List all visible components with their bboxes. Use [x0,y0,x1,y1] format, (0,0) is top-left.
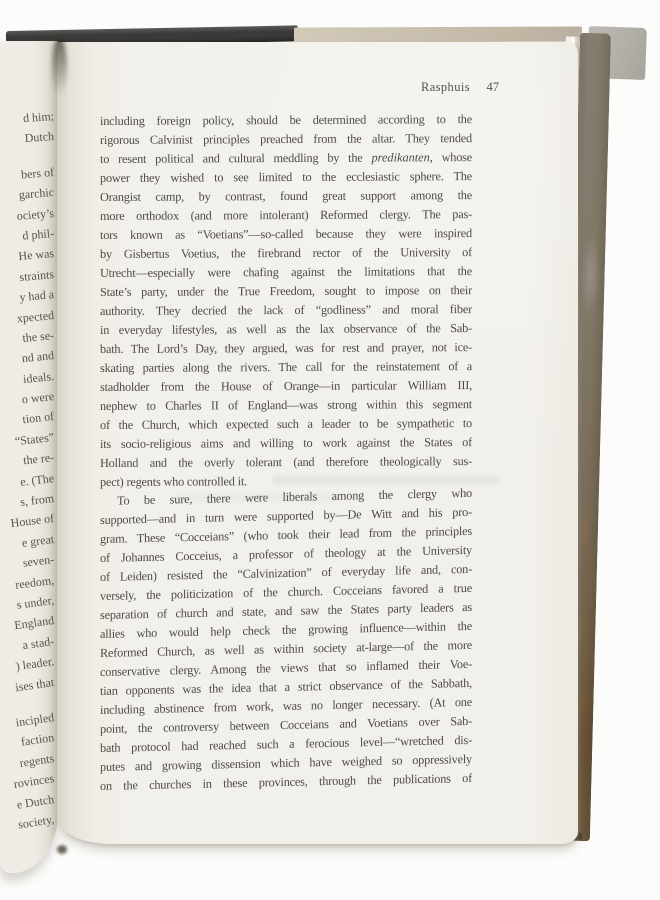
text-line: Orangist camp, by contrast, found great support among the [100,188,472,204]
left-page-text-fragment: incipled [14,710,55,730]
page-number: 47 [486,80,499,94]
text-line: skating parties along the rivers. The call for the reinstatement of a [100,359,472,375]
left-page-text-fragment: y had a [18,287,55,305]
left-page-text-fragment: ideals. [22,368,55,386]
text-line: by Gisbertus Voetius, the firebrand rector of the University of [100,245,472,261]
text-line: To be sure, there were liberals among the clergy who [117,485,472,508]
left-page-text-fragment: s, from [19,491,55,509]
text-line: allies who would help check the growing influence—within the [100,618,472,641]
left-page-text-fragment: reedom, [14,572,55,592]
text-line: power they wished to see limited to the ecclesiastic sphere. The [100,169,472,185]
left-page-text-fragment: Dutch [24,129,55,146]
text-line: its socio-religious aims and willing to work against the States of [100,435,472,451]
left-page-text-fragment: s under, [15,593,55,612]
text-line: State’s party, under the True Freedom, sought to impose on their [100,283,472,299]
text-line: Reformed Church, as well as within society at-large—of the more [100,637,472,660]
right-page [57,42,578,844]
text-line: tian opponents was the idea that a strict observance of the Sabbath, [100,675,472,698]
text-line: bath. The Lord’s Day, they argued, was for rest and prayer, not ice- [100,340,472,356]
text-line: including foreign policy, should be determined according to the [100,112,472,128]
text-line: Utrecht—especially were chafing against the limitations that the [100,264,472,280]
paragraph [100,110,472,492]
left-page-text-fragment: xpected [16,307,55,325]
paragraph [100,484,472,796]
text-line: versely, the politicization of the church. Cocceians favored a true [100,580,472,603]
gutter-shadow-top [52,38,67,96]
text-line: of Johannes Cocceius, a professor of theology at the University [100,542,472,565]
running-title: Rasphuis [420,80,470,94]
left-page-text-fragment: England [13,613,55,633]
left-page [0,41,58,873]
left-page-text-fragment: seven- [22,552,55,571]
text-line: more orthodox (and more intolerant) Reformed clergy. The pas- [100,207,472,223]
left-page-text-fragment: tion of [21,409,55,427]
text-line: tors known as “Voetians”—so-called because they were inspired [100,226,472,242]
left-page-text-fragment: e Dutch [15,791,56,812]
left-page-text-fragment: “States” [14,429,55,449]
text-line: of the Church, which expected such a leader to be sympathetic to [100,416,472,432]
left-page-text-fragment: House of [9,511,55,531]
left-page-text-fragment: garchic [18,185,55,202]
text-line: point, the controversy between Cocceians and Voetians over Sab- [100,713,472,736]
left-page-text-fragment: e. (The [19,470,55,489]
text-line: Holland and the overly tolerant (and therefore theologically sus- [100,454,472,470]
left-page-text-fragment: rovinces [12,771,56,792]
left-page-text-fragment: ) leader. [14,654,55,674]
text-line: gram. These “Cocceians” (who took their lead from the principles [100,523,472,546]
left-page-text-fragment: society, [17,811,56,832]
text-line: on the churches in these provinces, through the publications of [100,770,472,793]
text-line: rigorous Calvinist principles preached from the altar. They tended [100,131,472,147]
left-page-text-fragment: d phil- [21,225,55,243]
left-page-text-fragment: faction [19,730,55,750]
text-line: supported—and in turn were supported by—De Witt and his pro- [100,504,472,527]
left-page-fragments [0,106,56,832]
text-line: separation of church and state, and saw the States party leaders as [100,599,472,622]
text-line: to resent political and cultural meddling by the predikanten, whose [100,150,472,166]
text-line: authority. They decried the lack of “godliness” and moral fiber [100,302,472,318]
text-line: putes and growing dissension which have weighed so oppressively [100,751,472,774]
left-page-text-fragment: a stad- [21,633,55,652]
page-header [100,80,499,96]
left-page-text-fragment: bers of [20,164,55,182]
text-line: nephew to Charles II of England—was strong within this segment [100,397,472,413]
text-line: conservative clergy. Among the views that so inflamed their Voe- [100,656,472,679]
text-line: pect) regents who controlled it. [100,474,247,489]
top-pages-edge [294,26,582,42]
text-line: of Leiden) resisted the “Calvinization” of everyday life and, con- [100,561,472,584]
left-page-text-fragment: He was [17,246,55,264]
left-page-text-fragment: nd and [21,348,55,366]
left-page-text-fragment: the se- [21,327,55,345]
left-page-text-fragment: straints [18,266,55,284]
left-page-text-fragment: d him; [22,109,55,126]
left-page-text-fragment: ociety’s [16,205,55,223]
text-line: stadholder from the House of Orange—in particular William III, [100,378,472,394]
left-page-text-fragment: the re- [22,450,55,468]
left-page-text-fragment: regents [18,750,56,770]
text-line: in everyday lifestyles, as well as the lax observance of the Sab- [100,321,472,337]
left-page-text-fragment: ises that [14,674,55,694]
text-line: bath protocol had reached such a ferocious level—“wretched dis- [100,732,472,755]
left-page-text-fragment: e great [21,531,55,550]
text-line: including abstinence from work, was no longer necessary. (At one [100,694,472,717]
body-text [100,112,472,796]
gutter-shadow-bottom [57,845,67,854]
left-page-text-fragment: o were [21,389,55,407]
